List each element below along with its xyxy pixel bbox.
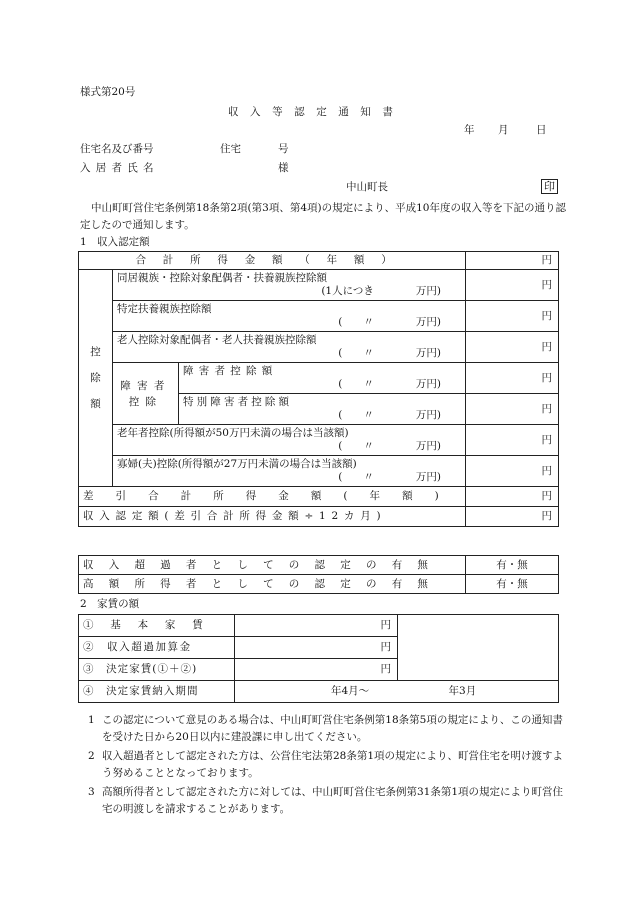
basic-rent-value: 円	[235, 615, 398, 637]
form-number: 様式第20号	[80, 86, 136, 98]
section-2-heading: 2 家賃の額	[80, 598, 140, 610]
deduction-value: 円	[466, 394, 559, 425]
total-income-label: 合計所得金額（年額）	[79, 252, 466, 270]
deduction-item: 同居親族・控除対象配偶者・扶養親族控除額 (1人につき 万円)	[113, 270, 466, 301]
housing-number: 号	[278, 143, 289, 155]
excess-income-label: 収入超過者としての認定の有無	[79, 556, 466, 575]
income-table	[78, 251, 559, 527]
decided-rent-label: ③ 決定家賃(①＋②)	[79, 659, 235, 681]
housing-label: 住宅名及び番号	[80, 143, 154, 155]
net-income-label: 差引合計所得金額(年額)	[79, 487, 466, 507]
deduction-item: 老年者控除(所得額が50万円未満の場合は当該額) ( 〃 万円)	[113, 425, 466, 456]
deduction-value: 円	[466, 456, 559, 487]
section-1-heading: 1 収入認定額	[80, 236, 150, 248]
total-income-value: 円	[466, 252, 559, 270]
deduction-item: 特定扶養親族控除額 ( 〃 万円)	[113, 301, 466, 332]
deduction-value: 円	[466, 301, 559, 332]
note-2: 2 収入超過者として認定された方は、公営住宅法第28条第1項の規定により、町営住宅を明け渡すよう努めることとなっております。	[88, 750, 564, 779]
deduction-value: 円	[466, 332, 559, 363]
deduction-value: 円	[466, 270, 559, 301]
date-day: 日	[536, 124, 547, 136]
net-income-value: 円	[466, 487, 559, 507]
high-income-value: 有・無	[466, 575, 559, 594]
deduction-value: 円	[466, 363, 559, 394]
deduction-vertical-label: 控 除 額	[79, 270, 113, 487]
deduction-item: 寡婦(夫)控除(所得額が27万円未満の場合は当該額) ( 〃 万円)	[113, 456, 466, 487]
tenant-label: 入居者氏名	[80, 162, 159, 174]
rent-blank-cell	[398, 615, 559, 681]
intro-text: 中山町町営住宅条例第18条第2項(第3項、第4項)の規定により、平成10年度の収入等を下記の通り認定したので通知します。	[80, 202, 566, 231]
tenant-suffix: 様	[278, 162, 289, 174]
note-3: 3 高額所得者として認定された方に対しては、中山町町営住宅条例第31条第1項の規定により町営住宅の明渡しを請求することがあります。	[88, 786, 564, 815]
document-title: 収入等認定通知書	[228, 106, 405, 118]
surcharge-value: 円	[235, 637, 398, 659]
basic-rent-label: ① 基 本 家 賃	[79, 615, 235, 637]
note-1: 1 この認定について意見のある場合は、中山町町営住宅条例第18条第5項の規定により、この通知書を受けた日から20日以内に建設課に申し出てください。	[88, 714, 563, 743]
recognized-income-value: 円	[466, 507, 559, 527]
payment-period-value: 年4月～ 年3月	[235, 681, 559, 703]
deduction-item: 障害者控除額 ( 〃 万円)	[179, 363, 466, 394]
recognized-income-label: 収入認定額(差引合計所得金額÷12カ月)	[79, 507, 466, 527]
surcharge-label: ② 収入超過加算金	[79, 637, 235, 659]
deduction-item: 特別障害者控除額 ( 〃 万円)	[179, 394, 466, 425]
deduction-item: 老人控除対象配偶者・老人扶養親族控除額 ( 〃 万円)	[113, 332, 466, 363]
excess-income-value: 有・無	[466, 556, 559, 575]
seal-mark: 印	[541, 179, 558, 194]
sender: 中山町長	[346, 181, 388, 193]
rent-table	[78, 614, 559, 703]
disabled-group-label: 障害者控除	[113, 363, 179, 425]
status-table	[78, 555, 559, 594]
decided-rent-value: 円	[235, 659, 398, 681]
deduction-value: 円	[466, 425, 559, 456]
date-month: 月	[498, 124, 509, 136]
housing-unit: 住宅	[220, 143, 241, 155]
date-year: 年	[464, 124, 475, 136]
payment-period-label: ④ 決定家賃納入期間	[79, 681, 235, 703]
high-income-label: 高額所得者としての認定の有無	[79, 575, 466, 594]
